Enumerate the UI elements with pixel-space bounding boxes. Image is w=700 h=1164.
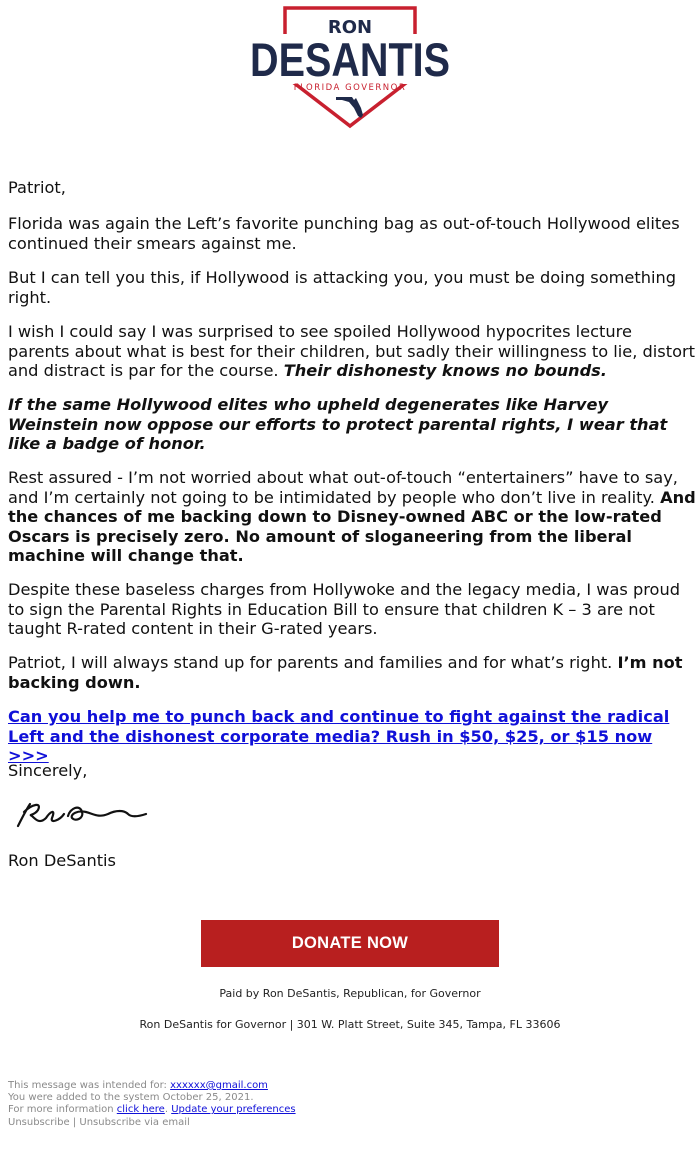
more-info-prefix: For more information: [8, 1104, 117, 1116]
click-here-link[interactable]: click here: [116, 1104, 165, 1116]
greeting: Patriot,: [8, 178, 66, 197]
cta-link[interactable]: Can you help me to punch back and continue to fight against the radical Left and the dishonest corporate media? Rush in $50, $25, or $15 now >>>: [8, 707, 670, 765]
campaign-address: Ron DeSantis for Governor | 301 W. Platt Street, Suite 345, Tampa, FL 33606: [139, 1018, 561, 1031]
paragraph-3-text: I wish I could say I was surprised to see spoiled Hollywood hypocrites lecture parents about what is best for their children, but sadly their willingness to lie, distort and distract is par for the course.: [8, 322, 695, 380]
intended-prefix: This message was intended for:: [8, 1080, 171, 1091]
header-logo: [0, 0, 700, 150]
paragraph-6: Despite these baseless charges from Hollywoke and the legacy media, I was proud to sign the Parental Rights in Education Bill to ensure that children K – 3 are not taught R-rated content in their G-rated years.: [8, 580, 680, 638]
logo-top-text: RON: [327, 17, 373, 38]
more-info-line: [8, 1104, 296, 1116]
logo-main-text: DESANTIS: [250, 33, 450, 86]
paragraph-7: [8, 653, 698, 692]
closing: Sincerely,: [8, 761, 88, 780]
paragraph-3-emphasis: Their dishonesty knows no bounds.: [283, 361, 607, 380]
florida-icon: [336, 97, 363, 118]
paragraph-2: But I can tell you this, if Hollywood is attacking you, you must be doing something right.: [8, 268, 677, 307]
paragraph-3: [8, 322, 698, 381]
donate-now-button[interactable]: DONATE NOW: [201, 920, 499, 967]
intended-email-link[interactable]: xxxxxx@gmail.com: [170, 1080, 268, 1091]
paid-by-disclaimer: Paid by Ron DeSantis, Republican, for Governor: [219, 987, 481, 1000]
signer-name: Ron DeSantis: [8, 851, 116, 870]
paragraph-4: If the same Hollywood elites who upheld degenerates like Harvey Weinstein now oppose our efforts to protect parental rights, I wear that like a badge of honor.: [8, 395, 668, 453]
paragraph-7-bold: I’m not backing down.: [8, 653, 683, 692]
paragraph-7-text: Patriot, I will always stand up for parents and families and for what’s right.: [8, 653, 618, 672]
paragraph-1: Florida was again the Left’s favorite punching bag as out-of-touch Hollywood elites continued their smears against me.: [8, 214, 680, 253]
unsubscribe-line[interactable]: Unsubscribe | Unsubscribe via email: [8, 1116, 190, 1128]
signature-icon: [12, 796, 152, 834]
cta-paragraph: [8, 707, 698, 766]
fine-print: [8, 1080, 296, 1129]
desantis-logo-icon: [240, 4, 460, 132]
paragraph-5-text: Rest assured - I’m not worried about what out-of-touch “entertainers” have to say, and I’m certainly not going to be intimidated by people who don’t live in reality.: [8, 468, 678, 507]
separator: .: [164, 1104, 172, 1116]
update-preferences-link[interactable]: Update your preferences: [171, 1104, 296, 1116]
paragraph-5: [8, 468, 698, 566]
logo-sub-text: FLORIDA GOVERNOR: [293, 83, 407, 93]
added-line: You were added to the system October 25, 2021.: [8, 1092, 254, 1104]
intended-line: [8, 1080, 296, 1092]
paragraph-5-bold: And the chances of me backing down to Disney-owned ABC or the low-rated Oscars is precisely zero. No amount of sloganeering from the liberal machine will change that.: [8, 487, 696, 565]
